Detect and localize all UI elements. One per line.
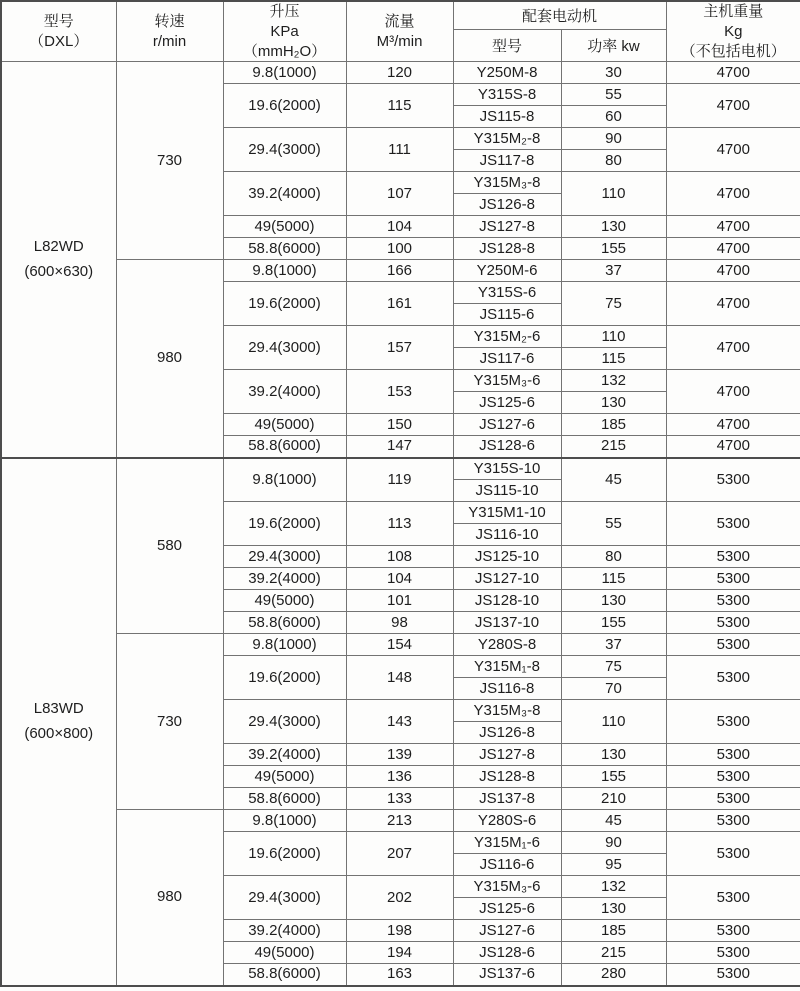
cell-motor-model: JS117-6 [453,348,561,370]
cell-flow: 139 [346,744,453,766]
cell-rpm: 730 [116,62,223,260]
cell-motor-power: 132 [561,876,666,898]
cell-weight: 4700 [666,326,800,370]
cell-model: L82WD (600×630) [1,62,116,458]
header-weight [666,1,800,62]
cell-flow: 100 [346,238,453,260]
cell-flow: 113 [346,502,453,546]
cell-motor-model: Y250M-6 [453,260,561,282]
cell-weight: 5300 [666,568,800,590]
cell-pressure: 58.8(6000) [223,964,346,986]
cell-motor-power: 70 [561,678,666,700]
header-speed [116,1,223,62]
cell-flow: 161 [346,282,453,326]
cell-motor-model: JS127-8 [453,744,561,766]
cell-pressure: 29.4(3000) [223,128,346,172]
cell-weight: 5300 [666,920,800,942]
header-pressure-line1: 升压 [269,3,300,20]
cell-weight: 5300 [666,700,800,744]
cell-pressure: 39.2(4000) [223,744,346,766]
cell-pressure: 39.2(4000) [223,172,346,216]
header-speed-line1: 转速 [154,12,185,30]
cell-motor-model: JS115-10 [453,480,561,502]
cell-motor-power: 130 [561,898,666,920]
header-pressure-line3: （mmH₂O） [242,42,327,60]
cell-motor-model: JS127-6 [453,920,561,942]
cell-motor-power: 215 [561,942,666,964]
cell-motor-power: 155 [561,238,666,260]
cell-weight: 5300 [666,788,800,810]
cell-pressure: 9.8(1000) [223,810,346,832]
cell-flow: 133 [346,788,453,810]
cell-motor-model: JS126-8 [453,194,561,216]
header-model-line1: 型号 [43,12,74,30]
cell-motor-model: Y250M-8 [453,62,561,84]
cell-weight: 5300 [666,876,800,920]
cell-motor-model: JS137-10 [453,612,561,634]
cell-motor-model: Y315M₃-6 [453,876,561,898]
cell-flow: 104 [346,568,453,590]
cell-motor-model: JS128-8 [453,238,561,260]
cell-motor-power: 130 [561,590,666,612]
cell-weight: 4700 [666,414,800,436]
cell-weight: 5300 [666,546,800,568]
cell-flow: 98 [346,612,453,634]
cell-weight: 5300 [666,502,800,546]
cell-motor-power: 55 [561,84,666,106]
cell-flow: 104 [346,216,453,238]
cell-flow: 163 [346,964,453,986]
cell-motor-model: JS137-8 [453,788,561,810]
cell-motor-power: 75 [561,656,666,678]
cell-motor-model: JS137-6 [453,964,561,986]
cell-motor-power: 115 [561,568,666,590]
cell-motor-power: 90 [561,832,666,854]
cell-flow: 154 [346,634,453,656]
cell-motor-power: 130 [561,216,666,238]
cell-pressure: 29.4(3000) [223,876,346,920]
cell-motor-model: JS128-6 [453,942,561,964]
header-weight-line1: 主机重量 [703,3,764,20]
cell-motor-model: JS128-10 [453,590,561,612]
cell-motor-power: 30 [561,62,666,84]
cell-flow: 115 [346,84,453,128]
table-body [1,62,800,986]
cell-motor-power: 37 [561,260,666,282]
cell-rpm: 980 [116,810,223,986]
cell-flow: 101 [346,590,453,612]
cell-motor-model: JS127-6 [453,414,561,436]
cell-pressure: 49(5000) [223,414,346,436]
cell-motor-power: 110 [561,172,666,216]
cell-motor-model: Y315M₂-8 [453,128,561,150]
cell-motor-model: Y315M₃-8 [453,172,561,194]
table-header [1,1,800,62]
cell-motor-power: 80 [561,150,666,172]
cell-weight: 5300 [666,612,800,634]
cell-flow: 198 [346,920,453,942]
cell-pressure: 29.4(3000) [223,326,346,370]
cell-motor-model: JS116-10 [453,524,561,546]
header-weight-line2: Kg [724,22,743,40]
cell-motor-power: 280 [561,964,666,986]
cell-motor-model: JS127-10 [453,568,561,590]
cell-motor-power: 55 [561,502,666,546]
cell-flow: 111 [346,128,453,172]
cell-pressure: 9.8(1000) [223,634,346,656]
cell-pressure: 39.2(4000) [223,568,346,590]
cell-pressure: 19.6(2000) [223,84,346,128]
header-motor-group-label: 配套电动机 [522,8,598,26]
cell-pressure: 49(5000) [223,766,346,788]
cell-pressure: 19.6(2000) [223,282,346,326]
cell-motor-model: JS125-10 [453,546,561,568]
cell-weight: 4700 [666,84,800,128]
cell-pressure: 58.8(6000) [223,612,346,634]
cell-pressure: 29.4(3000) [223,700,346,744]
cell-pressure: 19.6(2000) [223,502,346,546]
cell-motor-power: 130 [561,392,666,414]
cell-flow: 153 [346,370,453,414]
cell-flow: 136 [346,766,453,788]
cell-pressure: 9.8(1000) [223,260,346,282]
cell-pressure: 39.2(4000) [223,920,346,942]
cell-weight: 5300 [666,590,800,612]
cell-rpm: 730 [116,634,223,810]
cell-motor-model: JS125-6 [453,392,561,414]
cell-weight: 5300 [666,458,800,502]
header-motor-model [453,30,561,62]
cell-motor-model: Y315M₂-6 [453,326,561,348]
cell-motor-model: Y315S-10 [453,458,561,480]
cell-weight: 4700 [666,436,800,458]
cell-weight: 5300 [666,832,800,876]
cell-flow: 166 [346,260,453,282]
cell-motor-model: JS117-8 [453,150,561,172]
cell-motor-power: 115 [561,348,666,370]
cell-motor-power: 155 [561,612,666,634]
cell-motor-power: 110 [561,326,666,348]
header-model [1,1,116,62]
cell-motor-model: JS127-8 [453,216,561,238]
cell-pressure: 19.6(2000) [223,656,346,700]
cell-flow: 147 [346,436,453,458]
cell-flow: 119 [346,458,453,502]
header-flow-line2: M³/min [376,32,423,50]
cell-weight: 5300 [666,656,800,700]
cell-motor-power: 45 [561,458,666,502]
cell-flow: 202 [346,876,453,920]
cell-motor-power: 210 [561,788,666,810]
header-pressure-line2: KPa [270,22,299,40]
header-motor-power [561,30,666,62]
cell-weight: 5300 [666,744,800,766]
cell-motor-model: JS116-6 [453,854,561,876]
cell-weight: 4700 [666,172,800,216]
cell-rpm: 580 [116,458,223,634]
cell-flow: 194 [346,942,453,964]
cell-pressure: 49(5000) [223,590,346,612]
cell-flow: 107 [346,172,453,216]
cell-weight: 4700 [666,128,800,172]
cell-pressure: 58.8(6000) [223,788,346,810]
cell-weight: 5300 [666,964,800,986]
cell-motor-model: Y315M1-10 [453,502,561,524]
header-flow-line1: 流量 [384,12,415,30]
cell-pressure: 39.2(4000) [223,370,346,414]
cell-pressure: 29.4(3000) [223,546,346,568]
cell-pressure: 58.8(6000) [223,436,346,458]
header-pressure [223,1,346,62]
cell-pressure: 58.8(6000) [223,238,346,260]
cell-weight: 5300 [666,766,800,788]
cell-motor-model: JS128-6 [453,436,561,458]
header-motor-group [453,1,666,30]
cell-model: L83WD (600×800) [1,458,116,986]
cell-pressure: 49(5000) [223,942,346,964]
cell-flow: 213 [346,810,453,832]
cell-motor-model: Y315M₁-6 [453,832,561,854]
cell-motor-model: JS115-8 [453,106,561,128]
cell-motor-model: Y280S-6 [453,810,561,832]
cell-motor-power: 155 [561,766,666,788]
cell-motor-model: Y315M₃-8 [453,700,561,722]
cell-motor-model: Y315M₁-8 [453,656,561,678]
cell-motor-power: 80 [561,546,666,568]
header-motor-model-label: 型号 [491,38,522,56]
cell-motor-model: Y315M₃-6 [453,370,561,392]
cell-motor-power: 110 [561,700,666,744]
cell-motor-power: 37 [561,634,666,656]
cell-weight: 4700 [666,238,800,260]
cell-weight: 4700 [666,282,800,326]
cell-motor-power: 75 [561,282,666,326]
header-flow [346,1,453,62]
cell-weight: 5300 [666,810,800,832]
cell-motor-model: JS126-8 [453,722,561,744]
cell-flow: 150 [346,414,453,436]
cell-motor-power: 215 [561,436,666,458]
cell-motor-model: JS115-6 [453,304,561,326]
header-weight-line3: （不包括电机） [680,42,786,60]
cell-motor-power: 132 [561,370,666,392]
cell-motor-power: 185 [561,920,666,942]
cell-pressure: 9.8(1000) [223,458,346,502]
header-model-line2: （DXL） [29,32,89,50]
cell-motor-model: JS128-8 [453,766,561,788]
cell-flow: 157 [346,326,453,370]
cell-motor-power: 90 [561,128,666,150]
cell-flow: 207 [346,832,453,876]
cell-weight: 4700 [666,62,800,84]
cell-motor-power: 95 [561,854,666,876]
header-speed-line2: r/min [152,32,187,50]
cell-weight: 5300 [666,634,800,656]
cell-flow: 148 [346,656,453,700]
cell-flow: 108 [346,546,453,568]
cell-motor-model: JS125-6 [453,898,561,920]
header-motor-power-label: 功率 kw [587,38,640,56]
cell-motor-model: Y315S-8 [453,84,561,106]
cell-rpm: 980 [116,260,223,458]
cell-motor-power: 45 [561,810,666,832]
cell-motor-model: Y315S-6 [453,282,561,304]
cell-pressure: 49(5000) [223,216,346,238]
cell-motor-power: 185 [561,414,666,436]
cell-weight: 4700 [666,370,800,414]
cell-weight: 4700 [666,216,800,238]
cell-weight: 4700 [666,260,800,282]
cell-motor-power: 130 [561,744,666,766]
cell-flow: 120 [346,62,453,84]
cell-weight: 5300 [666,942,800,964]
cell-flow: 143 [346,700,453,744]
cell-motor-model: Y280S-8 [453,634,561,656]
cell-pressure: 19.6(2000) [223,832,346,876]
cell-motor-model: JS116-8 [453,678,561,700]
cell-motor-power: 60 [561,106,666,128]
cell-pressure: 9.8(1000) [223,62,346,84]
